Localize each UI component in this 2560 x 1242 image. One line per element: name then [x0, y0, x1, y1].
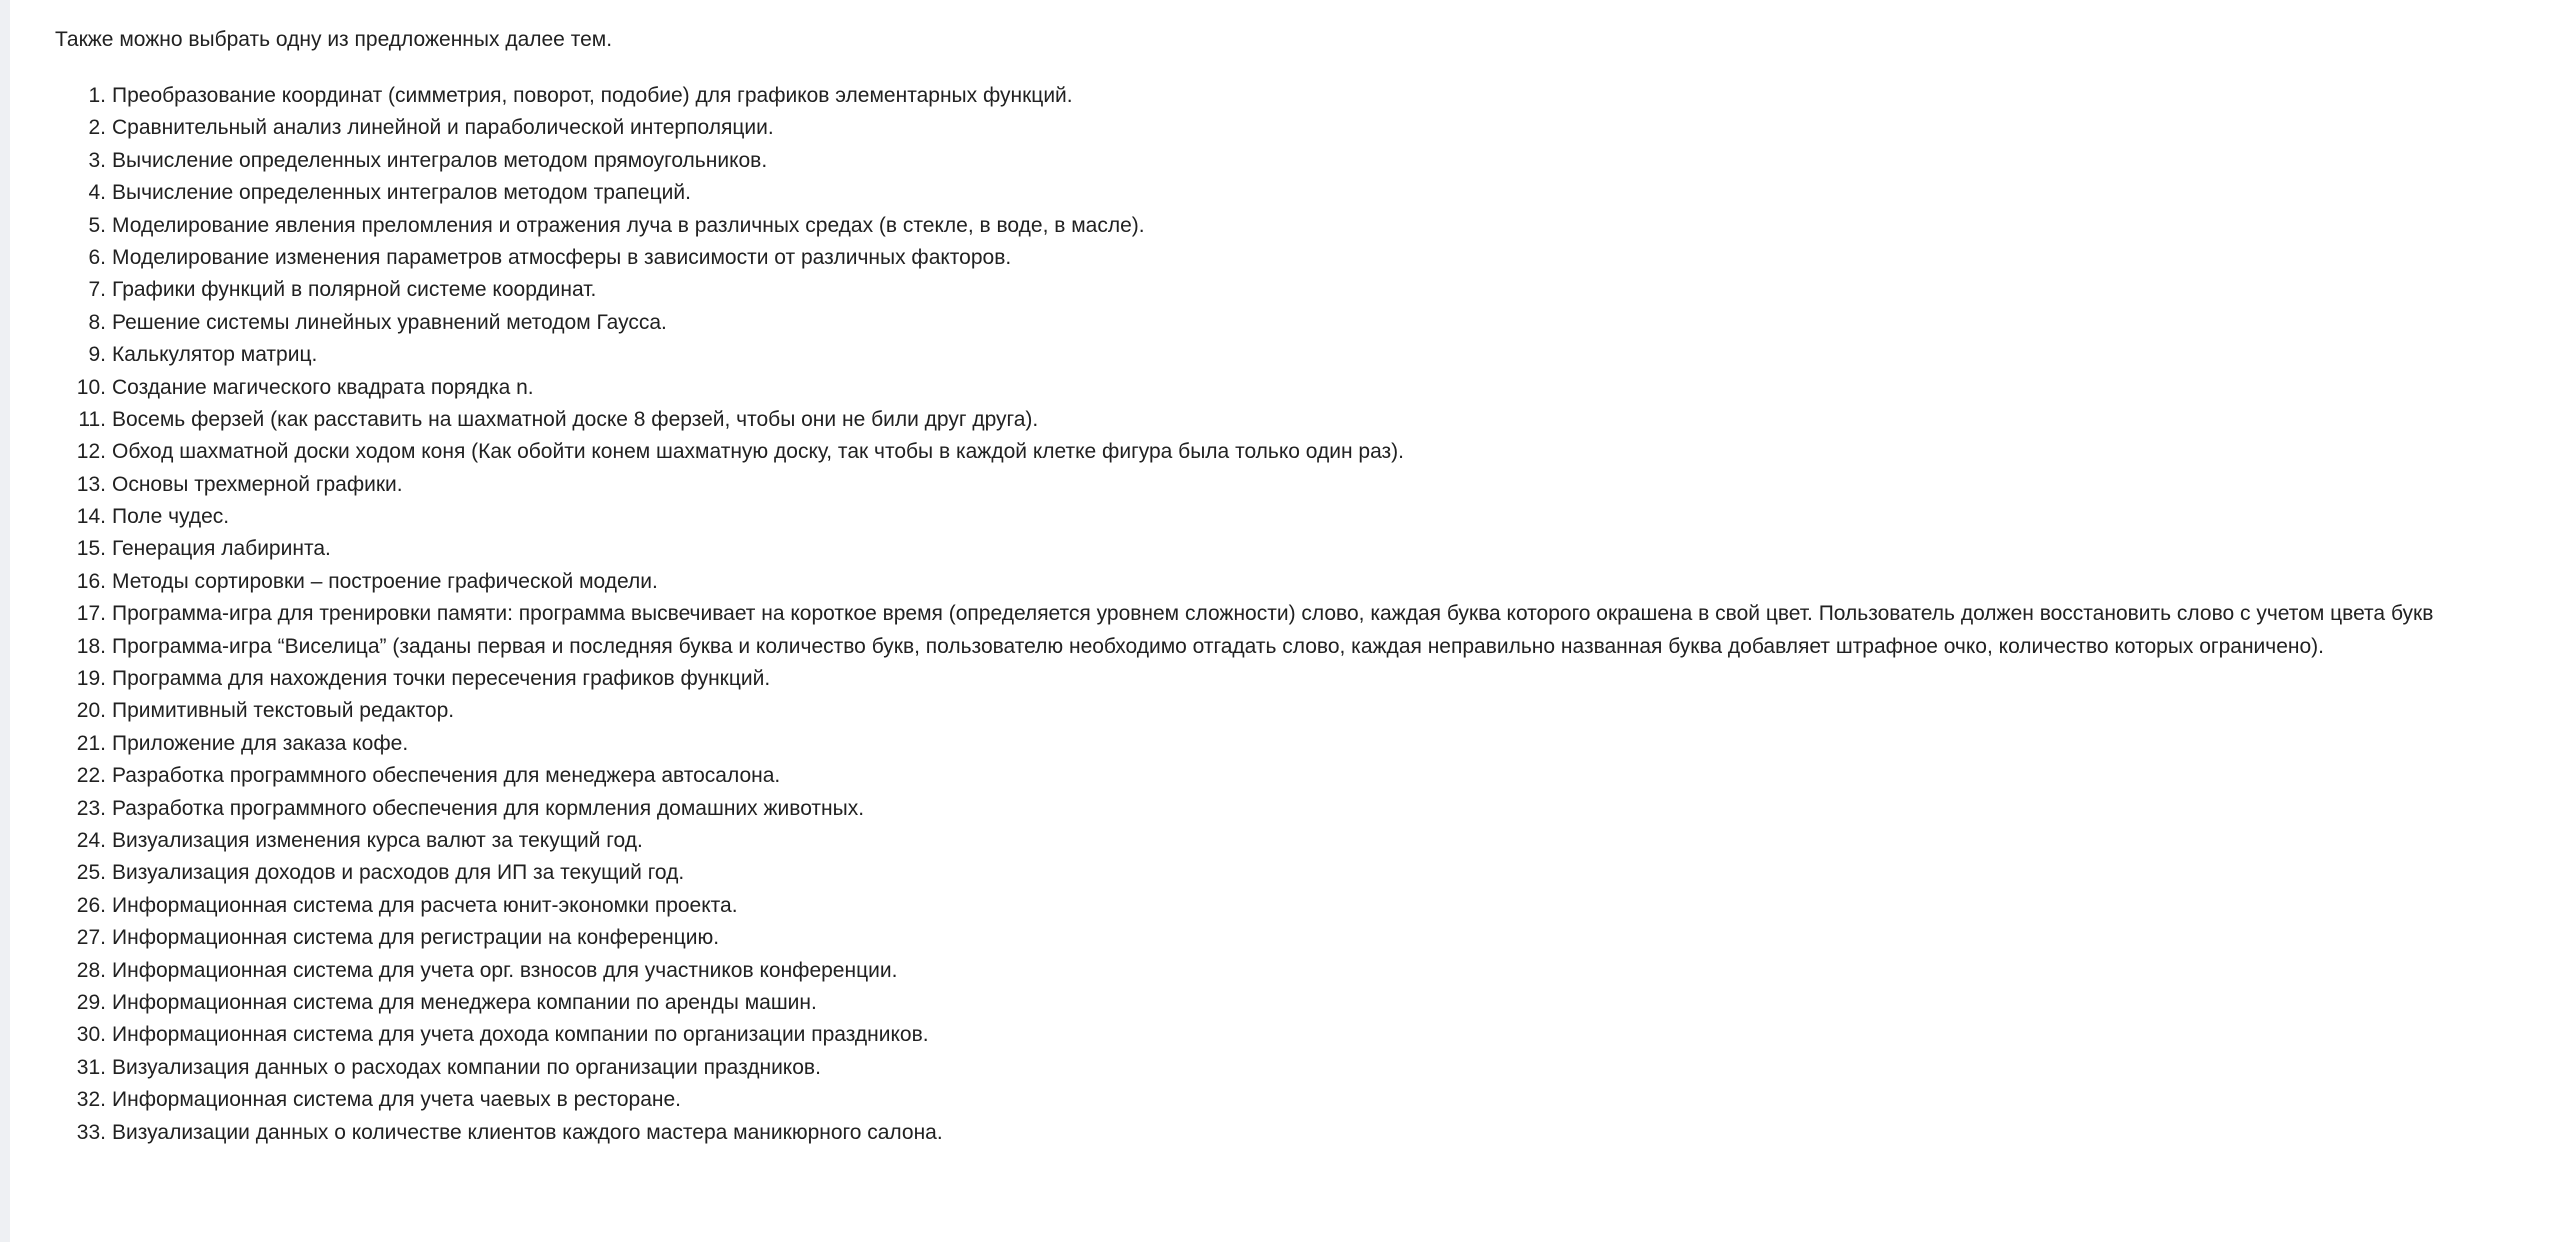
intro-paragraph: Также можно выбрать одну из предложенных далее тем.	[55, 28, 613, 51]
topic-number: 5.	[88, 213, 106, 237]
topic-item	[55, 633, 2433, 665]
topic-number: 25.	[76, 861, 106, 885]
topic-number: 13.	[76, 472, 106, 496]
topic-text: Визуализация доходов и расходов для ИП за текущий год.	[112, 861, 685, 885]
topic-item	[55, 438, 2433, 470]
topic-text: Разработка программного обеспечения для менеджера автосалона.	[112, 764, 781, 788]
topic-text: Моделирование изменения параметров атмосферы в зависимости от различных факторов.	[112, 245, 1012, 269]
topic-number: 8.	[88, 310, 106, 334]
topic-item	[55, 114, 2433, 146]
topic-text: Генерация лабиринта.	[112, 537, 331, 561]
topic-text: Визуализация данных о расходах компании по организации праздников.	[112, 1055, 821, 1079]
topic-number: 14.	[76, 505, 106, 529]
topic-number: 1.	[88, 84, 106, 107]
topic-text: Программа-игра для тренировки памяти: программа высвечивает на короткое время (определяется уровнем сложности) слово, каждая буква которого окрашена в свой цвет. Пользователь должен восстановить слово с учетом цвета букв	[112, 602, 2434, 626]
topic-item	[55, 471, 2433, 503]
topic-text: Основы трехмерной графики.	[112, 472, 403, 496]
topic-text: Информационная система для расчета юнит-экономки проекта.	[112, 893, 738, 917]
topic-item	[55, 568, 2433, 600]
topic-item	[55, 212, 2433, 244]
topic-text: Информационная система для учета дохода компании по организации праздников.	[112, 1023, 929, 1047]
topic-text: Программа-игра “Виселица” (заданы первая и последняя буква и количество букв, пользователю необходимо отгадать слово, каждая неправильно названная буква добавляет штрафное очко, количество которых ограничено).	[112, 634, 2325, 658]
topics-list	[55, 82, 2433, 1151]
topic-item	[55, 244, 2433, 276]
topic-number: 11.	[78, 407, 106, 431]
topic-item	[55, 859, 2433, 891]
topic-text: Преобразование координат (симметрия, поворот, подобие) для графиков элементарных функций.	[112, 84, 1073, 107]
topic-text: Создание магического квадрата порядка n.	[112, 375, 534, 399]
topic-number: 31.	[76, 1055, 106, 1079]
topic-item	[55, 827, 2433, 859]
topic-number: 12.	[76, 440, 106, 464]
topic-text: Приложение для заказа кофе.	[112, 731, 409, 755]
topic-number: 24.	[76, 828, 106, 852]
topic-text: Вычисление определенных интегралов методом прямоугольников.	[112, 148, 768, 172]
topic-text: Визуализация изменения курса валют за текущий год.	[112, 828, 643, 852]
topic-item	[55, 276, 2433, 308]
topic-number: 23.	[76, 796, 106, 820]
topic-number: 21.	[76, 731, 106, 755]
topic-number: 20.	[76, 699, 106, 723]
topic-item	[55, 1021, 2433, 1053]
topic-item	[55, 535, 2433, 567]
topic-number: 7.	[88, 278, 106, 302]
topic-item	[55, 989, 2433, 1021]
topic-item	[55, 147, 2433, 179]
topic-text: Примитивный текстовый редактор.	[112, 699, 455, 723]
topic-item	[55, 1054, 2433, 1086]
topic-text: Восемь ферзей (как расставить на шахматной доске 8 ферзей, чтобы они не били друг друга).	[112, 407, 1039, 431]
topic-item	[55, 957, 2433, 989]
topic-text: Решение системы линейных уравнений методом Гаусса.	[112, 310, 667, 334]
topic-item	[55, 762, 2433, 794]
topic-item	[55, 82, 2433, 114]
topic-item	[55, 697, 2433, 729]
topic-number: 17.	[76, 602, 106, 626]
topic-item	[55, 503, 2433, 535]
topic-item	[55, 1086, 2433, 1118]
topic-text: Визуализации данных о количестве клиентов каждого мастера маникюрного салона.	[112, 1120, 943, 1144]
topic-item	[55, 374, 2433, 406]
topic-number: 10.	[76, 375, 106, 399]
topic-number: 33.	[76, 1120, 106, 1144]
topic-text: Информационная система для регистрации на конференцию.	[112, 926, 720, 950]
topic-item	[55, 730, 2433, 762]
topic-number: 27.	[76, 926, 106, 950]
topic-item	[55, 600, 2433, 632]
topic-text: Сравнительный анализ линейной и параболической интерполяции.	[112, 116, 774, 140]
topic-number: 30.	[76, 1023, 106, 1047]
topic-number: 15.	[76, 537, 106, 561]
topic-number: 28.	[76, 958, 106, 982]
topic-item	[55, 795, 2433, 827]
topic-text: Графики функций в полярной системе координат.	[112, 278, 597, 302]
topic-text: Разработка программного обеспечения для кормления домашних животных.	[112, 796, 865, 820]
topic-text: Методы сортировки – построение графической модели.	[112, 569, 658, 593]
topic-number: 29.	[76, 990, 106, 1014]
topic-text: Калькулятор матриц.	[112, 343, 318, 367]
topic-number: 32.	[76, 1088, 106, 1112]
topic-number: 19.	[76, 667, 106, 691]
topic-number: 2.	[88, 116, 106, 140]
topic-number: 9.	[88, 343, 106, 367]
topic-text: Информационная система для менеджера компании по аренды машин.	[112, 990, 817, 1014]
topic-item	[55, 341, 2433, 373]
topic-text: Информационная система для учета орг. взносов для участников конференции.	[112, 958, 898, 982]
topic-text: Программа для нахождения точки пересечения графиков функций.	[112, 667, 771, 691]
topic-number: 3.	[88, 148, 106, 172]
topic-item	[55, 406, 2433, 438]
topic-text: Информационная система для учета чаевых в ресторане.	[112, 1088, 681, 1112]
topic-item	[55, 1119, 2433, 1151]
topic-item	[55, 892, 2433, 924]
topic-number: 16.	[76, 569, 106, 593]
left-margin-strip	[0, 0, 10, 1242]
topic-item	[55, 179, 2433, 211]
topic-item	[55, 924, 2433, 956]
topic-number: 6.	[88, 245, 106, 269]
topic-text: Вычисление определенных интегралов методом трапеций.	[112, 181, 691, 205]
topic-number: 26.	[76, 893, 106, 917]
document-content	[55, 0, 2560, 1242]
topic-item	[55, 309, 2433, 341]
topic-text: Обход шахматной доски ходом коня (Как обойти конем шахматную доску, так чтобы в каждой клетке фигура была только один раз).	[112, 440, 1405, 464]
topic-number: 22.	[76, 764, 106, 788]
topic-text: Моделирование явления преломления и отражения луча в различных средах (в стекле, в воде, в масле).	[112, 213, 1145, 237]
topic-number: 18.	[76, 634, 106, 658]
topic-number: 4.	[88, 181, 106, 205]
topic-text: Поле чудес.	[112, 505, 230, 529]
topic-item	[55, 665, 2433, 697]
